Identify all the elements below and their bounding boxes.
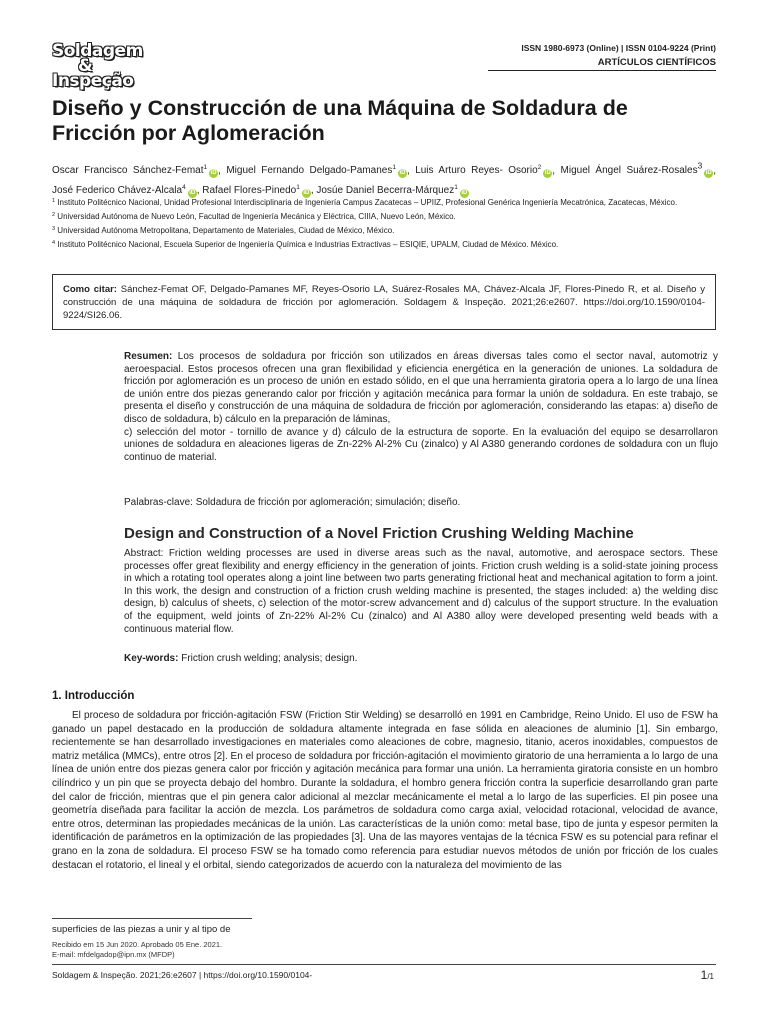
page-number [701,968,714,982]
keywords-label: Key-words: [124,653,179,664]
orcid-icon[interactable]: iD [210,170,217,177]
english-title: Design and Construction of a Novel Friction Crushing Welding Machine [124,525,634,542]
author-name: Miguel Fernando Delgado-Pamanes [226,165,393,177]
journal-logo [52,41,144,91]
author-entry [415,165,552,176]
footer-divider [52,964,716,965]
orcid-icon[interactable]: iD [399,170,406,177]
resumen-text-1: Los procesos de soldadura por fricción son utilizados en áreas diversas tales como el sector naval, automotriz y aeroespacial. Estos procesos ofrecen una gran flexibilidad y eficiencia energética en la generación de uniones. La soldadura de fricción por aglomeración es un proceso de unión en estado sólido, en el que una herramienta giratoria opera a lo largo de una línea de unión entre dos piezas generando calor por fricción y agitación mecánica para formar la unión de soldadura. En este trabajo, se presenta el diseño y construcción de una máquina de soldadura de fricción por aglomeración, considerando las etapas: a) diseño de disco de soldadura, b) cálculo en la preparación de láminas, [124,351,719,425]
author-entry [560,161,714,177]
author-affil-ref: 2 [537,164,542,172]
affiliation-item [52,238,716,251]
author-entry [316,185,468,196]
resumen-label: Resumen: [124,351,173,362]
logo-line-1: Soldagem [52,41,143,61]
orcid-icon[interactable]: iD [705,170,712,177]
author-list: Oscar Francisco Sánchez-Femat$^1$iD , Miguel Fernando Delgado-Pamanes$^1$iD , Luis Arturo Reyes- Osorio$^2$iD , Miguel Ángel Suárez-Rosales$^3$iD , José Federico Chávez-Alcala$^4$iD , Rafael Flores-Pinedo$^1$iD , Josúe Daniel Becerra-Márquez$^1$iD [52,161,717,197]
affiliation-item [52,210,716,223]
resumen-block [124,351,718,464]
citation-box [52,274,716,330]
resumen-paragraph-2: c) selección del motor - tornillo de avance y d) cálculo de la estructura de soporte. En la evaluación del equipo se desarrollaron uniones de soldadura en aleaciones ligeras de Zn-22% Al-2% Cu (zinalco) y Al A380 generando cordones de soldadura con un flujo continuo de material. [124,426,718,463]
palabras-clave: Palabras-clave: Soldadura de fricción por aglomeración; simulación; diseño. [124,497,461,508]
author-affil-ref: 3 [697,161,703,171]
author-name: Josúe Daniel Becerra-Márquez [316,185,455,197]
orcid-icon[interactable]: iD [544,170,551,177]
corresponding-email: E-mail: mfdelgadop@ipn.mx (MFDP) [52,950,175,959]
author-affil-ref: 1 [203,164,208,172]
page-current: 1 [700,968,708,982]
author-affil-ref: 4 [182,184,186,192]
author-entry [202,185,311,196]
logo-line-2: & [78,56,93,76]
issn-line: ISSN 1980-6973 (Online) | ISSN 0104-9224 (Print) [521,43,716,53]
citation-text: Sánchez-Femat OF, Delgado-Pamanes MF, Reyes-Osorio LA, Suárez-Rosales MA, Chávez-Alcala JF, Flores-Pinedo R, et al. Diseño y construcción de una máquina de soldadura de fricción por aglomeración. Soldagem & Inspeção. 2021;26:e2607. https://doi.org/10.1590/0104-9224/SI26.06. [63,284,705,321]
logo-line-3: Inspeção [52,71,134,91]
affiliation-number: 1 [52,198,56,204]
author-affil-ref: 1 [454,184,458,192]
page-total: /1 [707,972,714,981]
introduction-paragraph: El proceso de soldadura por fricción-agitación FSW (Friction Stir Welding) se desarrolló en 1991 en Cambridge, Reino Unido. El uso de FSW ha ganado un papel destacado en la producción de soldadura altamente integrada en fase sólida en aleaciones de aluminio [1]. Sin embargo, recientemente se han desarrollado investigaciones en materiales como aleaciones de cobre, magnesio, titanio, aceros inoxidables, compuestos de matriz metálica (MMCs), entre otros [2]. En el proceso de soldadura por fricción-agitación el movimiento giratorio de una herramienta a lo largo de una línea de unión entre dos piezas genera calor por fricción y agitación mecánica para formar una unión. La herramienta giratoria consiste en un hombro cilíndrico y un pin que se proyecta debajo del hombro. Durante la soldadura, el hombro genera fricción contra la superficie desarrollando gran parte del calor de fricción, mientras que el pin genera calor adicional al mezclar mecánicamente el metal a lo largo de las superficies. El pin posee una geometría diseñada para facilitar la acción de mezcla. Los parámetros de soldadura como carga axial, velocidad rotacional, velocidad de avance, entre otros, determinan las propiedades mecánicas de la unión. Las características de la unión como: metal base, tipo de junta y espesor permiten la identificación de parámetros en la optimización de las propiedades [3]. Una de las mayores ventajas de la técnica FSW es su potencial para refinar el grano en la zona de soldadura. El proceso FSW se ha tomado como referencia para estudiar nuevos métodos de unión por fricción de los cuales destacan el rotatorio, el lineal y el orbital, siendo categorizados de acuerdo con la naturaleza del movimiento de las [52,710,718,871]
author-name: Oscar Francisco Sánchez-Femat [52,165,204,177]
english-abstract: Abstract: Friction welding processes are used in diverse areas such as the naval, automotive, and aerospace sectors. These processes offer great flexibility and energy efficiency in the generation of joints. Friction crush welding is a solid-state joining process in which a rotating tool operates along a joint line between two parts generating frictional heat and mechanical agitation to form a joint. In this work, the design and construction of a friction crush welding machine is presented, the stages included: a) the welding disc design, b) calculus of sheets, c) selection of the motor-screw advancement and d) calculus of the support structure. In the evaluation of the equipment, weld joints of Zn-22% Al-2% Cu (zinalco) and Al A380 alloy were developed presenting weld beads with a continuous material flow. [124,548,718,635]
keywords-text: Friction crush welding; analysis; design. [181,653,358,664]
received-dates: Recibido em 15 Jun 2020. Aprobado 05 Ene. 2021. [52,940,223,949]
orcid-icon[interactable]: iD [189,190,196,197]
section-heading-introduccion: 1. Introducción [52,690,135,702]
article-title: Diseño y Construcción de una Máquina de Soldadura de Fricción por Aglomeración [52,96,628,145]
citation-label: Como citar: [63,284,117,295]
section-label: ARTÍCULOS CIENTÍFICOS [597,57,716,68]
affiliation-number: 2 [52,212,56,218]
author-affil-ref: 1 [392,164,396,172]
author-affil-ref: 1 [296,184,300,192]
author-name: Rafael Flores-Pinedo [202,185,297,197]
orcid-icon[interactable]: iD [303,190,310,197]
footnote-divider [52,918,252,919]
author-entry [52,165,218,176]
author-name: Luis Arturo Reyes- Osorio [415,165,538,177]
affiliation-text: Universidad Autónoma de Nuevo León, Facultad de Ingeniería Mecánica y Eléctrica, CIIIA, Nuevo León, México. [57,212,456,221]
affiliation-number: 3 [52,226,56,232]
orcid-icon[interactable]: iD [461,190,468,197]
affiliation-text: Instituto Politécnico Nacional, Escuela Superior de Ingeniería Química e Industrias Extractivas – ESIQIE, UPALM, Ciudad de México. México. [57,240,559,249]
affiliation-number: 4 [52,240,56,246]
english-keywords [124,653,718,664]
affiliation-item [52,224,716,237]
author-entry [226,165,407,176]
resumen-paragraph-1 [124,351,718,427]
affiliation-list [52,196,716,252]
continuation-text: superficies de las piezas a unir y al tipo de [52,924,231,935]
footer-journal-reference: Soldagem & Inspeção. 2021;26:e2607 | https://doi.org/10.1590/0104- [52,970,313,980]
author-name: Miguel Ángel Suárez-Rosales [560,165,698,177]
affiliation-text: Instituto Politécnico Nacional, Unidad Profesional Interdisciplinaria de Ingeniería Campus Zacatecas – UPIIZ, Profesional Genérica Ingeniería Mecatrónica, Zacatecas, México. [57,198,678,207]
affiliation-text: Universidad Autónoma Metropolitana, Departamento de Materiales, Ciudad de México, México. [57,226,395,235]
header-divider [488,70,716,71]
author-name: José Federico Chávez-Alcala [52,185,183,197]
affiliation-item [52,196,716,209]
author-entry [52,185,197,196]
